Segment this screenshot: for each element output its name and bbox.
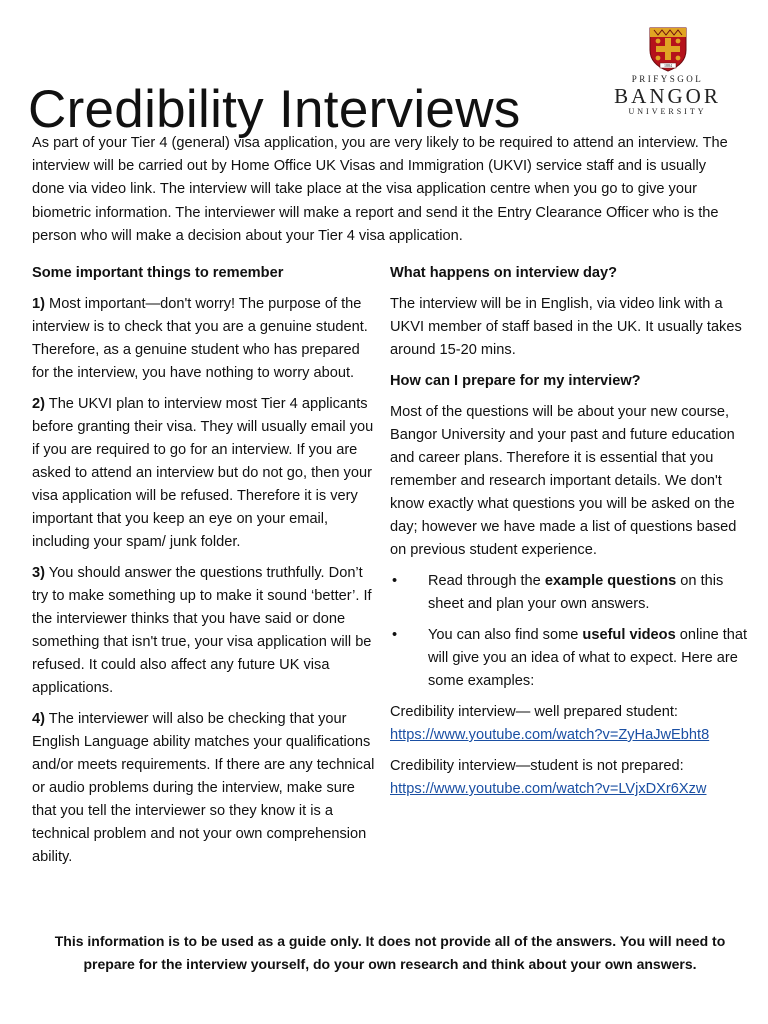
bangor-university-logo [600, 26, 735, 126]
tip-3 [32, 562, 377, 700]
bullet-useful-videos [390, 624, 750, 693]
interview-day-paragraph: The interview will be in English, via video link with a UKVI member of staff based in the UK. It usually takes around 15-20 mins. [390, 296, 742, 358]
footer-disclaimer: This information is to be used as a guide only. It does not provide all of the answers. You will need to prepare for the interview yourself, do your own research and think about your own answers. [54, 933, 726, 972]
bullet-text-bold: example questions [544, 573, 677, 589]
remember-heading: Some important things to remember [32, 265, 284, 281]
tip-text: The UKVI plan to interview most Tier 4 applicants before granting their visa. They will usually email you if you are required to go for an interview. If you are asked to attend an interview but do not go, then your visa application will be refused. Therefore it is very important that you keep an eye on your email, including your spam/ junk folder. [32, 396, 374, 550]
logo-bangor: BANGOR [614, 84, 721, 108]
prepare-paragraph: Most of the questions will be about your new course, Bangor University and your past and future education and career plans. Therefore it is essential that you remember and research important details. We don't know exactly what questions you will be asked on the day; however we have made a list of questions based on previous student experience. [390, 404, 737, 558]
bullet-text-post: online that will give you an idea of what to expect. Here are some examples: [428, 627, 748, 689]
video-2 [390, 755, 750, 801]
crest-year: 1884 [663, 63, 672, 68]
tip-2 [32, 393, 377, 554]
tip-text: The interviewer will also be checking that your English Language ability matches your qualifications and/or meets requirements. If there are any technical or audio problems during the interview, make sure that you tell the interviewer so they know it is a technical problem and not your own comprehension ability. [32, 711, 375, 865]
logo-prifysgol: PRIFYSGOL [631, 74, 704, 84]
right-column [390, 262, 750, 809]
interview-day-heading: What happens on interview day? [390, 265, 618, 281]
video-1-label: Credibility interview— well prepared student: [390, 704, 678, 720]
bullet-icon: • [392, 573, 398, 589]
bullet-example-questions [390, 570, 750, 616]
tip-text: Most important—don't worry! The purpose of the interview is to check that you are a genuine student. Therefore, as a genuine student who has prepared for the interview, you have nothing to worry about. [32, 296, 368, 381]
bullet-text [428, 570, 750, 616]
video-2-link[interactable]: https://www.youtube.com/watch?v=LVjxDXr6Xzw [390, 781, 707, 797]
video-1 [390, 701, 750, 747]
bullet-text-bold: useful videos [582, 627, 676, 643]
tip-number: 1) [32, 296, 45, 312]
bullet-text [428, 624, 750, 693]
prepare-heading: How can I prepare for my interview? [390, 373, 641, 389]
tip-1 [32, 293, 377, 385]
logo-university: UNIVERSITY [628, 107, 707, 116]
university-crest-icon [648, 26, 688, 72]
left-column [32, 262, 377, 877]
tip-text: You should answer the questions truthfully. Don’t try to make something up to make it sound ‘better’. If the interviewer thinks that you have said or done something that isn't true, your visa application will be refused. It could also affect any future UK visa applications. [32, 565, 372, 696]
bullet-text-post: on this sheet and plan your own answers. [428, 573, 724, 612]
tip-number: 4) [32, 711, 45, 727]
bullet-icon: • [392, 627, 398, 643]
intro-paragraph: As part of your Tier 4 (general) visa application, you are very likely to be required to attend an interview. The interview will be carried out by Home Office UK Visas and Immigration (UKVI) service staff and is usually done via video link. The interview will take place at the visa application centre when you go to give your biometric information. The interviewer will make a report and send it the Entry Clearance Officer who is the person who will make a decision about your Tier 4 visa application. [32, 135, 728, 244]
tip-4 [32, 708, 377, 869]
page-title: Credibility Interviews [28, 79, 521, 139]
bullet-text-pre: You can also find some [428, 627, 583, 643]
bullet-text-pre: Read through the [428, 573, 545, 589]
tip-number: 2) [32, 396, 45, 412]
video-1-link[interactable]: https://www.youtube.com/watch?v=ZyHaJwEbht8 [390, 727, 710, 743]
tip-number: 3) [32, 565, 45, 581]
video-2-label: Credibility interview—student is not prepared: [390, 758, 684, 774]
